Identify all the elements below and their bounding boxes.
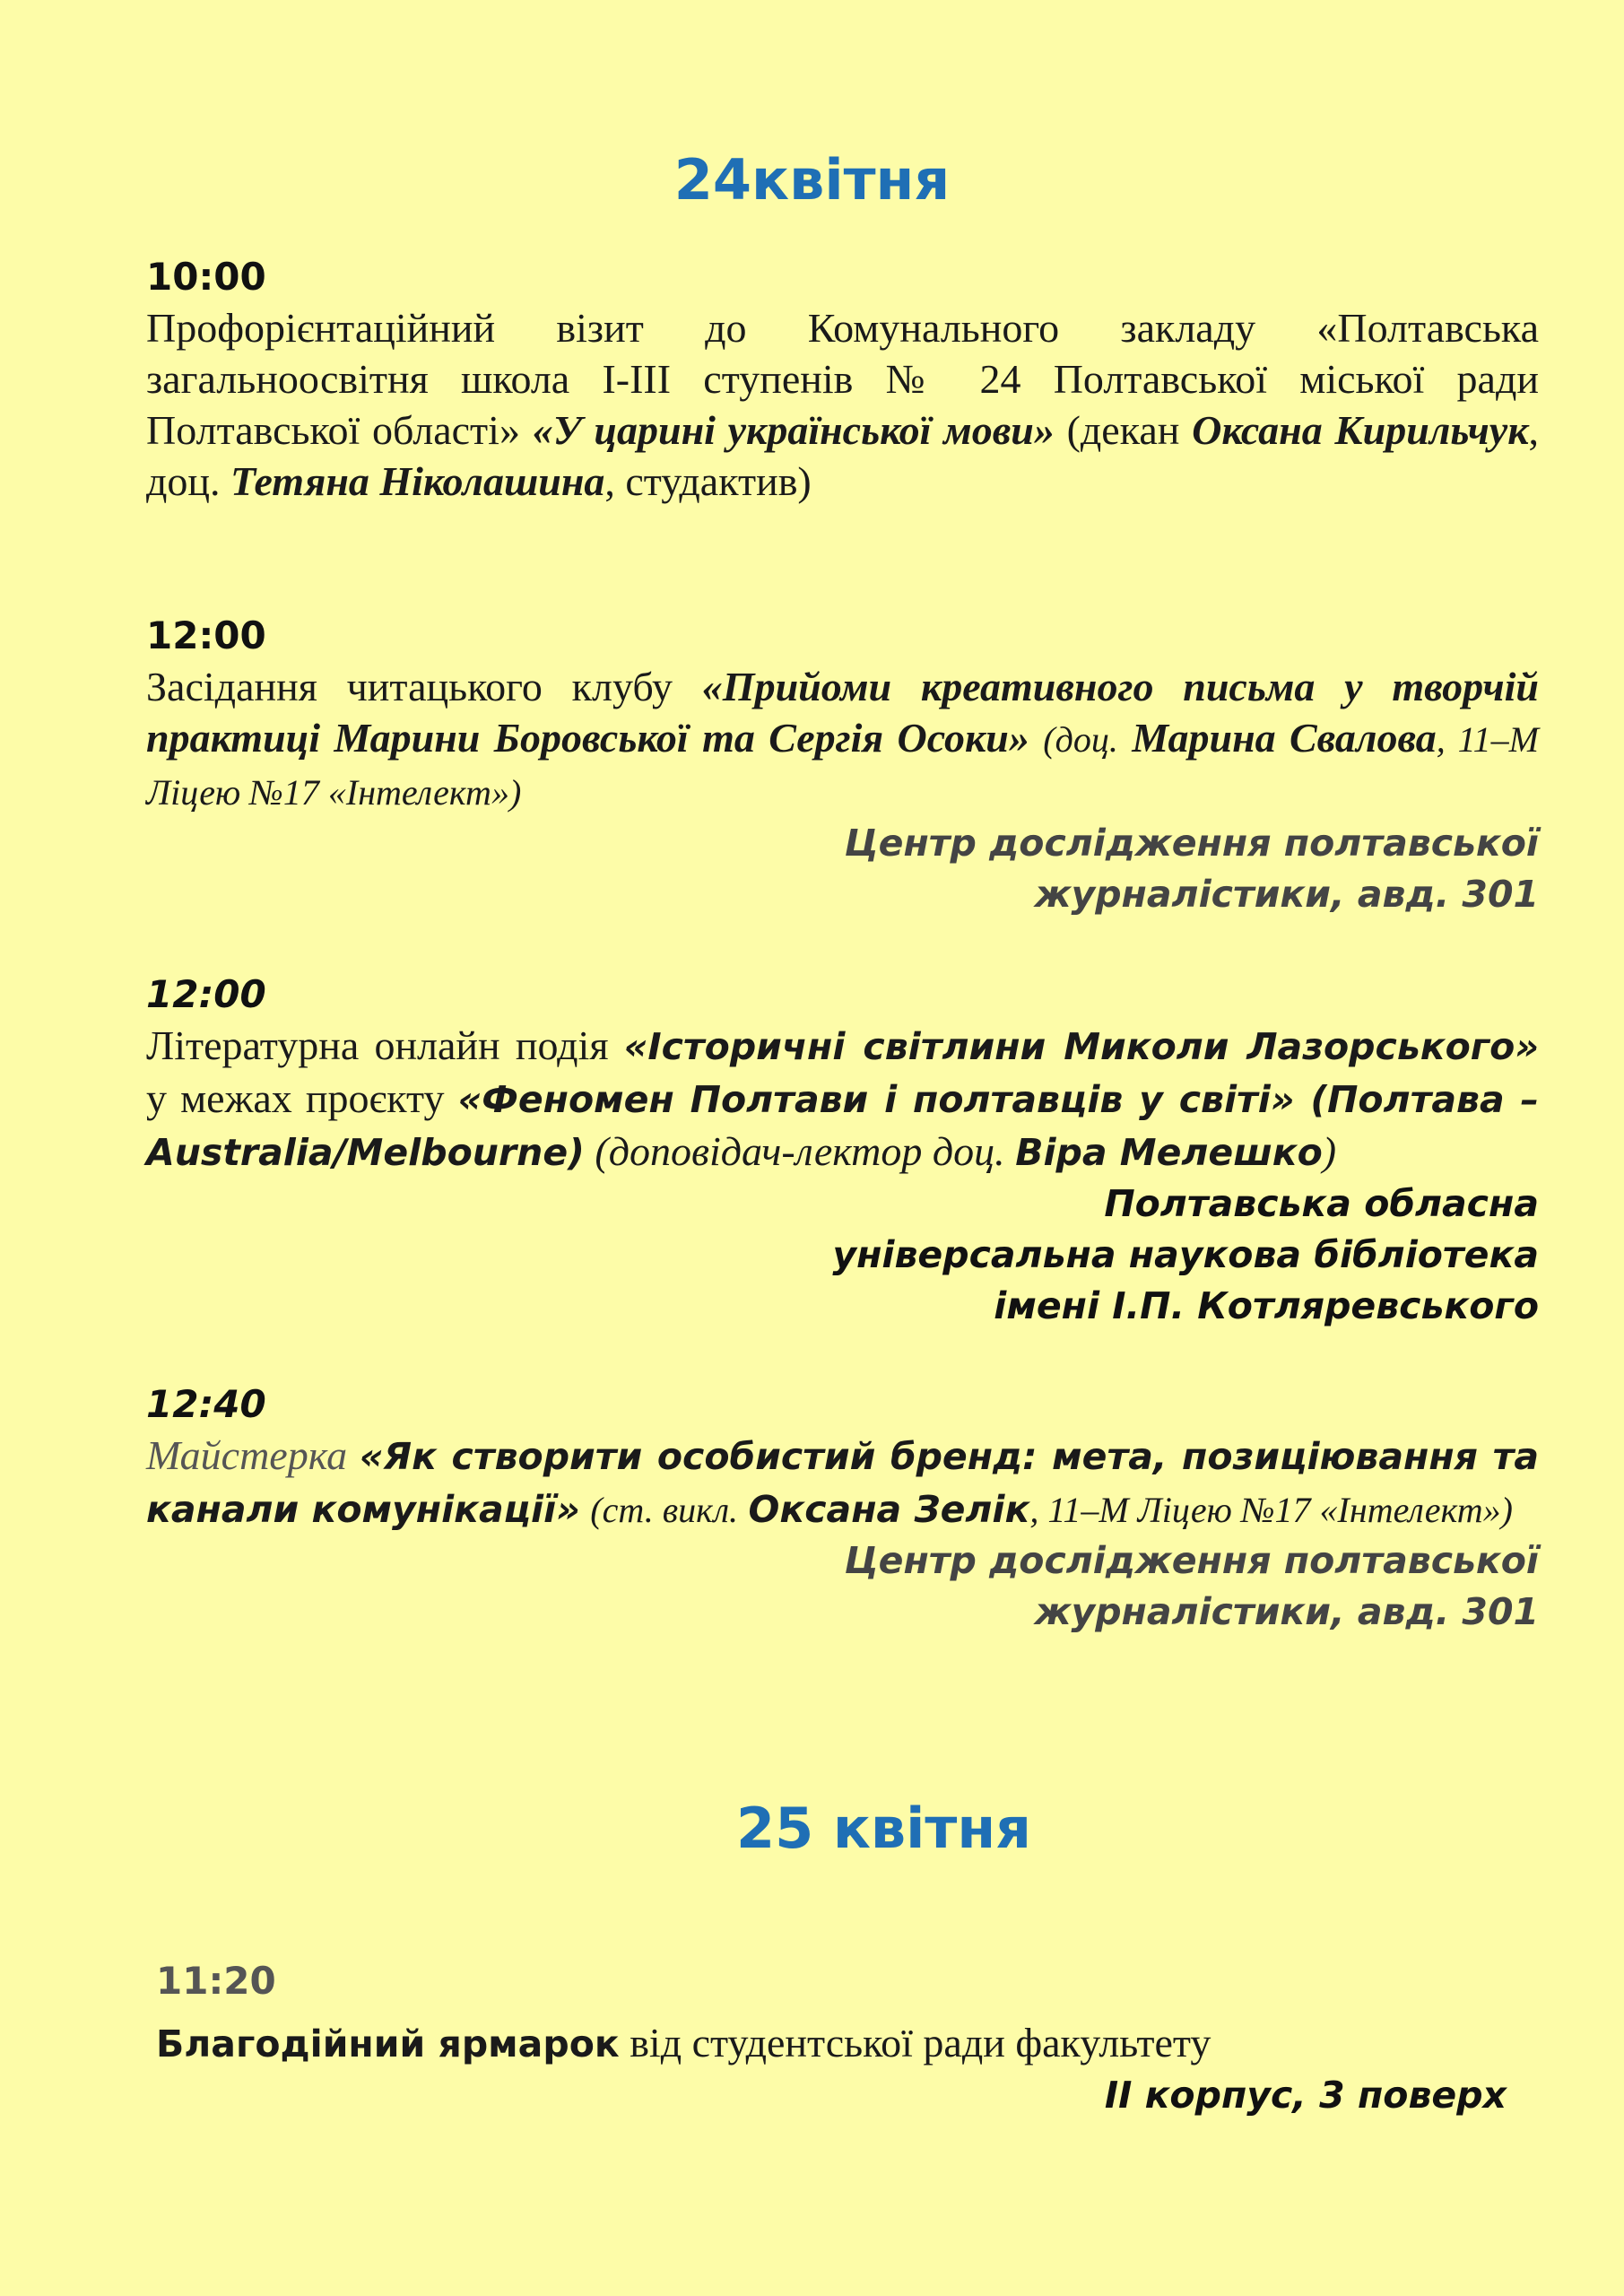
event-description <box>156 2017 1507 2070</box>
event-time: 12:00 <box>146 972 266 1016</box>
event-title: Благодійний ярмарок <box>156 2022 620 2066</box>
event-title: «Історичні світлини Миколи Лазорського» <box>623 1025 1539 1068</box>
event-text: , 11–М Ліцею №17 «Інтелект») <box>1029 1490 1513 1530</box>
event-text: Профорієнтаційний візит до Комунального закладу «Полтавська загальноосвітня школа І-ІІІ ступенів № 24 Полтавської міської ради Полтавської області» <box>146 305 1539 453</box>
event-11-20 <box>156 1955 1507 2121</box>
event-title: «У царині української мови» <box>532 407 1055 453</box>
event-text: Майстерка <box>146 1432 348 1478</box>
event-text: Літературна онлайн подія <box>146 1022 609 1068</box>
event-text: (доц. <box>1043 719 1118 760</box>
event-10-00 <box>146 251 1539 507</box>
person-name: Віра Мелешко <box>1015 1131 1323 1174</box>
event-time: 10:00 <box>146 255 266 299</box>
event-12-00-club <box>146 610 1539 920</box>
event-text: (доповідач-лектор доц. <box>595 1128 1005 1174</box>
day-heading-24: 24квітня <box>673 147 951 213</box>
event-venue-line: Центр дослідження полтавської <box>844 1539 1539 1582</box>
event-text: ) <box>1322 1128 1337 1174</box>
person-name: Оксана Кирильчук <box>1192 407 1529 453</box>
event-text: , доц. <box>146 407 1540 504</box>
project-title: «Феномен Полтави і полтавців у світі» (Полтава – Australia/Melbourne) <box>146 1078 1539 1174</box>
event-venue-line: ІІ корпус, 3 поверх <box>1104 2074 1507 2117</box>
event-description <box>146 661 1539 818</box>
event-time: 12:40 <box>146 1382 266 1426</box>
event-text: , 11–М Ліцею №17 «Інтелект») <box>146 719 1540 813</box>
event-time: 11:20 <box>156 1959 276 2003</box>
event-text: Засідання читацького клубу <box>146 664 673 709</box>
event-12-40 <box>146 1378 1539 1638</box>
event-venue-line: журналістики, авд. 301 <box>1034 873 1539 916</box>
event-text: від студентської ради факультету <box>630 2020 1211 2066</box>
event-text: (ст. викл. <box>590 1490 739 1530</box>
event-title: «Як створити особистий бренд: мета, позиціювання та канали комунікації» <box>146 1435 1539 1531</box>
event-venue-line: універсальна наукова бібліотека <box>832 1233 1539 1276</box>
event-text: , студактив) <box>604 458 812 504</box>
person-name: Оксана Зелік <box>748 1488 1030 1531</box>
person-name: Марина Свалова <box>1132 715 1437 761</box>
event-time: 12:00 <box>146 613 266 657</box>
event-venue-line: журналістики, авд. 301 <box>1034 1590 1539 1633</box>
event-12-00-online <box>146 969 1539 1332</box>
event-title: «Прийоми креативного письма у творчій практиці Марини Боровської та Сергія Осоки» <box>146 664 1540 761</box>
day-heading-25: 25 квітня <box>735 1796 1031 1861</box>
event-venue-line: Центр дослідження полтавської <box>844 822 1539 865</box>
event-description <box>146 302 1539 507</box>
event-description <box>146 1430 1539 1535</box>
event-text: (декан <box>1066 407 1180 453</box>
event-venue-line: Полтавська обласна <box>1104 1182 1539 1225</box>
event-venue-line: імені І.П. Котляревського <box>994 1284 1539 1327</box>
person-name: Тетяна Ніколашина <box>230 458 605 504</box>
event-text: у межах проєкту <box>146 1075 445 1121</box>
event-description <box>146 1020 1539 1178</box>
